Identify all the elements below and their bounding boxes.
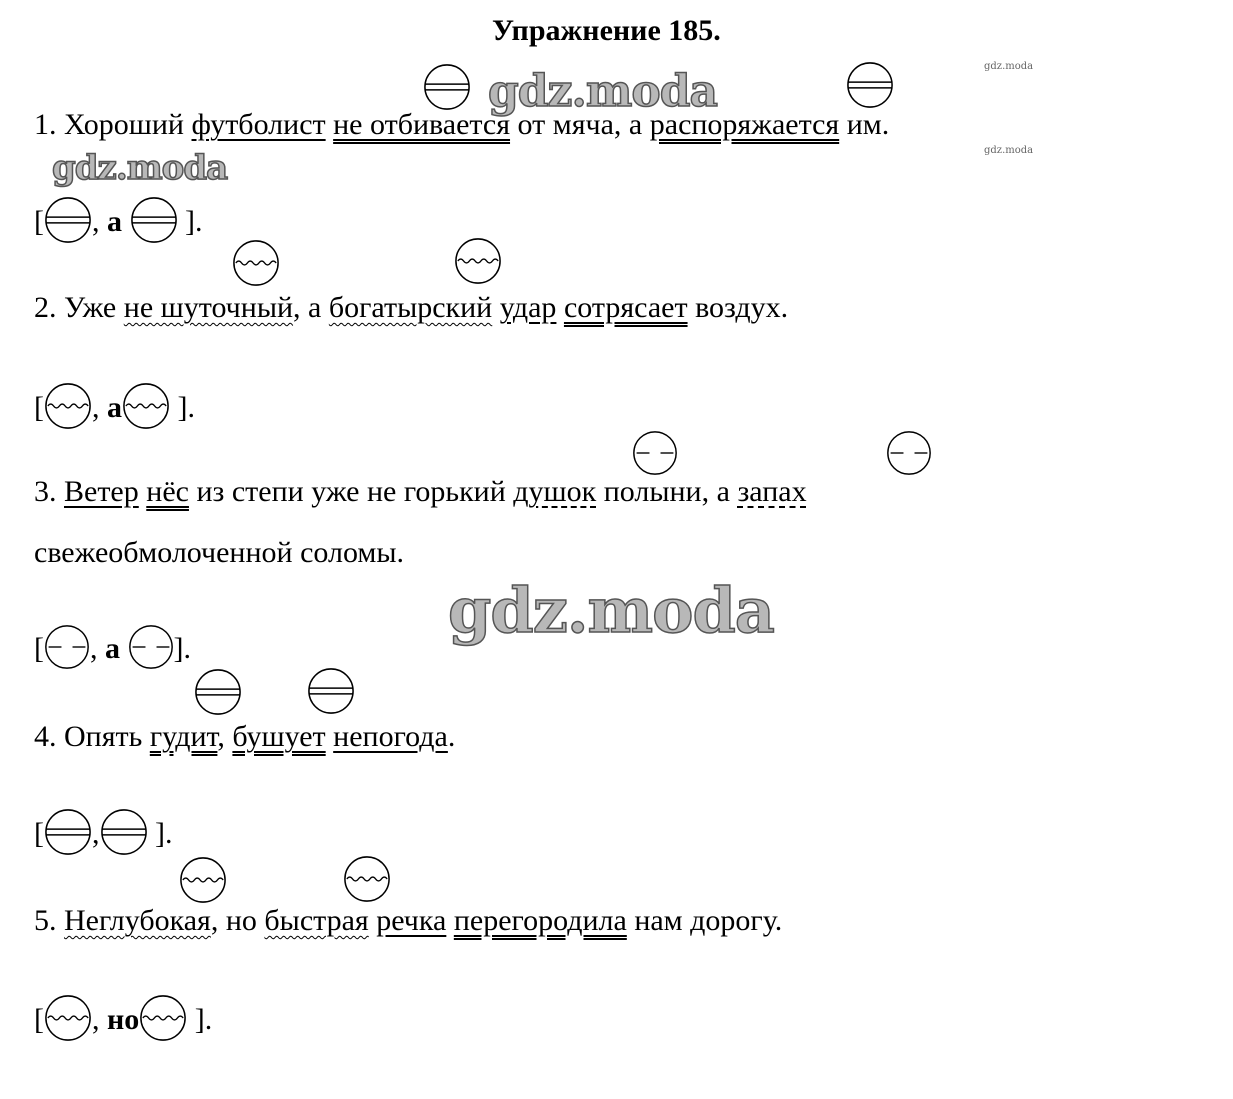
- bracket-open: [: [34, 816, 44, 850]
- watermark: gdz.moda: [488, 66, 718, 117]
- circle-wavy-line-icon: [44, 382, 92, 438]
- sentence-number: 1.: [34, 108, 57, 141]
- subject: непогода: [333, 720, 448, 753]
- sentence-4: [34, 720, 455, 754]
- scheme-4: [34, 808, 173, 864]
- bracket-open: [: [34, 390, 44, 424]
- sentence-number: 3.: [34, 475, 57, 508]
- attribute: не шуточный: [123, 291, 294, 324]
- circle-dashed-line-icon: [632, 430, 678, 476]
- bracket-open: [: [34, 204, 44, 238]
- attribute: богатырский: [328, 291, 493, 324]
- circle-wavy-line-icon: [122, 382, 170, 438]
- conjunction: а: [107, 204, 122, 238]
- word: нам дорогу.: [634, 904, 783, 937]
- sentence-3: [34, 475, 807, 509]
- watermark-small: gdz.moda: [984, 61, 1034, 72]
- circle-double-line-icon: [130, 196, 178, 252]
- word: , а: [293, 291, 322, 324]
- word: воздух.: [695, 291, 789, 324]
- circle-wavy-line-icon: [139, 994, 187, 1050]
- bracket-open: [: [34, 1002, 44, 1036]
- sentence-number: 4.: [34, 720, 57, 753]
- conjunction: а: [107, 390, 122, 424]
- word: Уже: [64, 291, 117, 324]
- sentence-1: [34, 108, 889, 142]
- predicate: перегородила: [453, 904, 627, 937]
- circle-double-line-icon: [44, 808, 92, 864]
- object: душок: [513, 475, 597, 508]
- subject: удар: [499, 291, 557, 324]
- circle-double-line-icon: [423, 63, 471, 111]
- sentence-number: 5.: [34, 904, 57, 937]
- word: Хороший: [64, 108, 184, 141]
- bracket-close: ].: [185, 204, 203, 238]
- circle-wavy-line-icon: [44, 994, 92, 1050]
- circle-double-line-icon: [100, 808, 148, 864]
- subject: Ветер: [64, 475, 139, 508]
- circle-dashed-line-icon: [886, 430, 932, 476]
- attribute: Неглубокая: [64, 904, 211, 937]
- subject: речка: [376, 904, 447, 937]
- predicate: бушует: [232, 720, 326, 753]
- subject: футболист: [191, 108, 326, 141]
- comma: ,: [92, 1002, 100, 1036]
- conjunction: но: [107, 1002, 140, 1036]
- circle-double-line-icon: [846, 61, 894, 109]
- bracket-open: [: [34, 631, 44, 665]
- sentence-number: 2.: [34, 291, 57, 324]
- scheme-2: [34, 382, 195, 438]
- word: от мяча, а: [517, 108, 643, 141]
- predicate: нёс: [146, 475, 189, 508]
- page-title: Упражнение 185.: [492, 14, 721, 47]
- circle-dashed-line-icon: [128, 624, 174, 678]
- bracket-close: ].: [194, 1002, 213, 1036]
- scheme-5: [34, 994, 212, 1050]
- predicate: гудит: [149, 720, 218, 753]
- watermark-small: gdz.moda: [984, 145, 1034, 156]
- circle-wavy-line-icon: [454, 237, 502, 285]
- sentence-2: [34, 291, 788, 325]
- attribute: быстрая: [264, 904, 369, 937]
- predicate: не отбивается: [333, 108, 511, 141]
- word: из степи уже не горький: [196, 475, 506, 508]
- circle-wavy-line-icon: [343, 855, 391, 903]
- bracket-close: ].: [177, 390, 195, 424]
- word: , но: [210, 904, 257, 937]
- comma: ,: [92, 204, 100, 238]
- circle-double-line-icon: [44, 196, 92, 252]
- circle-double-line-icon: [194, 668, 242, 716]
- period: .: [447, 720, 456, 753]
- scheme-1: [34, 196, 203, 252]
- comma: ,: [92, 816, 100, 850]
- circle-dashed-line-icon: [44, 624, 90, 678]
- circle-double-line-icon: [307, 667, 355, 715]
- word: им.: [846, 108, 890, 141]
- scheme-3: [34, 624, 191, 678]
- comma: ,: [217, 720, 225, 753]
- bracket-close: ].: [173, 631, 191, 665]
- word: полыни, а: [603, 475, 730, 508]
- sentence-5: [34, 904, 782, 938]
- watermark: gdz.moda: [448, 574, 774, 647]
- predicate: распоряжается: [649, 108, 840, 141]
- comma: ,: [92, 390, 100, 424]
- circle-wavy-line-icon: [232, 239, 280, 287]
- watermark: gdz.moda: [52, 148, 228, 188]
- conjunction: а: [105, 631, 120, 665]
- word: Опять: [64, 720, 143, 753]
- circle-wavy-line-icon: [179, 856, 227, 904]
- predicate: сотрясает: [563, 291, 688, 324]
- bracket-close: ].: [155, 816, 173, 850]
- sentence-3-continuation: свежеобмолоченной соломы.: [34, 536, 405, 569]
- comma: ,: [90, 631, 98, 665]
- object: запах: [737, 475, 807, 508]
